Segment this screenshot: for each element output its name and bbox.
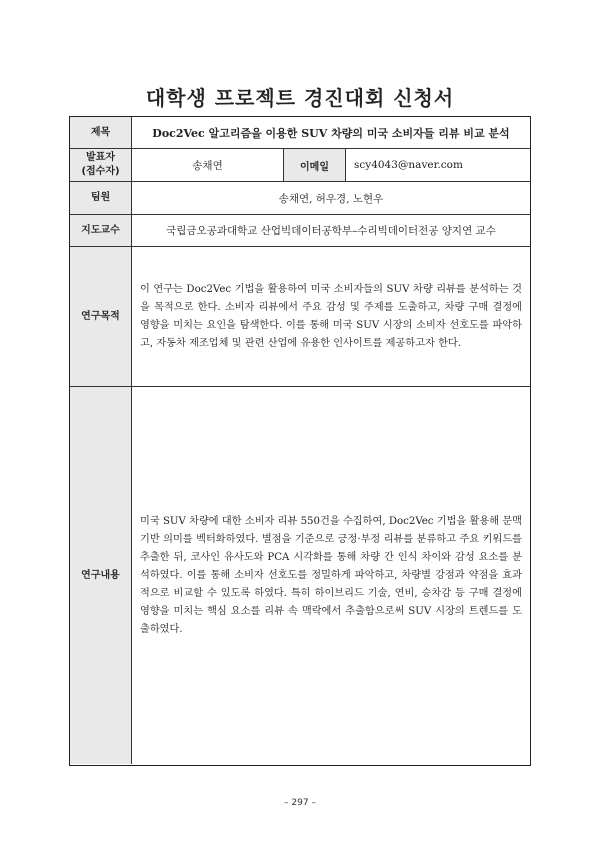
subject-label: 제목: [70, 117, 132, 148]
content-label: 연구내용: [70, 387, 132, 764]
team-label: 팀원: [70, 182, 132, 214]
purpose-body: [132, 247, 530, 386]
purpose-row: [70, 247, 530, 387]
presenter-row: [70, 149, 530, 182]
purpose-label: 연구목적: [70, 247, 132, 386]
presenter-label: [70, 149, 132, 181]
content-body: [132, 387, 530, 764]
page-number: – 297 –: [284, 798, 316, 808]
email-label: 이메일: [284, 149, 346, 181]
email-value: scy4043@naver.com: [354, 159, 463, 171]
purpose-text: 이 연구는 Doc2Vec 기법을 활용하여 미국 소비자들의 SUV 차량 리뷰를 분석하는 것을 목적으로 한다. 소비자 리뷰에서 주요 감성 및 주제를 도출하고, 차량 구매 결정에 영향을 미치는 요인을 탐색한다. 이를 통해 미국 SUV 시장의 소비자 선호도를 파악하고, 자동차 제조업체 및 관련 산업에 유용한 인사이트를 제공하고자 한다.: [140, 283, 522, 349]
presenter-value: 송채연: [132, 149, 284, 181]
document-title: 대학생 프로젝트 경진대회 신청서: [145, 86, 455, 110]
advisor-row: [70, 215, 530, 247]
presenter-label-line1: 발표자: [86, 152, 115, 163]
team-value: 송채연, 허우경, 노현우: [278, 192, 384, 205]
application-form: [69, 116, 531, 766]
content-row: [70, 387, 530, 764]
team-row: [70, 182, 530, 215]
advisor-label: 지도교수: [70, 215, 132, 246]
subject-row: [70, 117, 530, 149]
content-text: 미국 SUV 차량에 대한 소비자 리뷰 550건을 수집하여, Doc2Vec 기법을 활용해 문맥 기반 의미를 벡터화하였다. 별점을 기준으로 긍정·부정 리뷰를 분류하고 주요 키워드를 추출한 뒤, 코사인 유사도와 PCA 시각화를 통해 차량 간 인식 차이와 감성 요소를 분석하였다. 이를 통해 소비자 선호도를 정밀하게 파악하고, 차량별 강점과 약점을 효과적으로 비교할 수 있도록 하였다. 특히 하이브리드 기술, 연비, 승차감 등 구매 결정에 영향을 미치는 핵심 요소를 리뷰 속 맥락에서 추출함으로써 SUV 시장의 트렌드를 도출하였다.: [140, 515, 522, 635]
advisor-value: 국립금오공과대학교 산업빅데이터공학부–수리빅데이터전공 양지연 교수: [166, 225, 496, 237]
presenter-label-line2: (접수자): [81, 166, 120, 177]
subject-value: Doc2Vec 알고리즘을 이용한 SUV 차량의 미국 소비자들 리뷰 비교 분석: [152, 126, 510, 140]
